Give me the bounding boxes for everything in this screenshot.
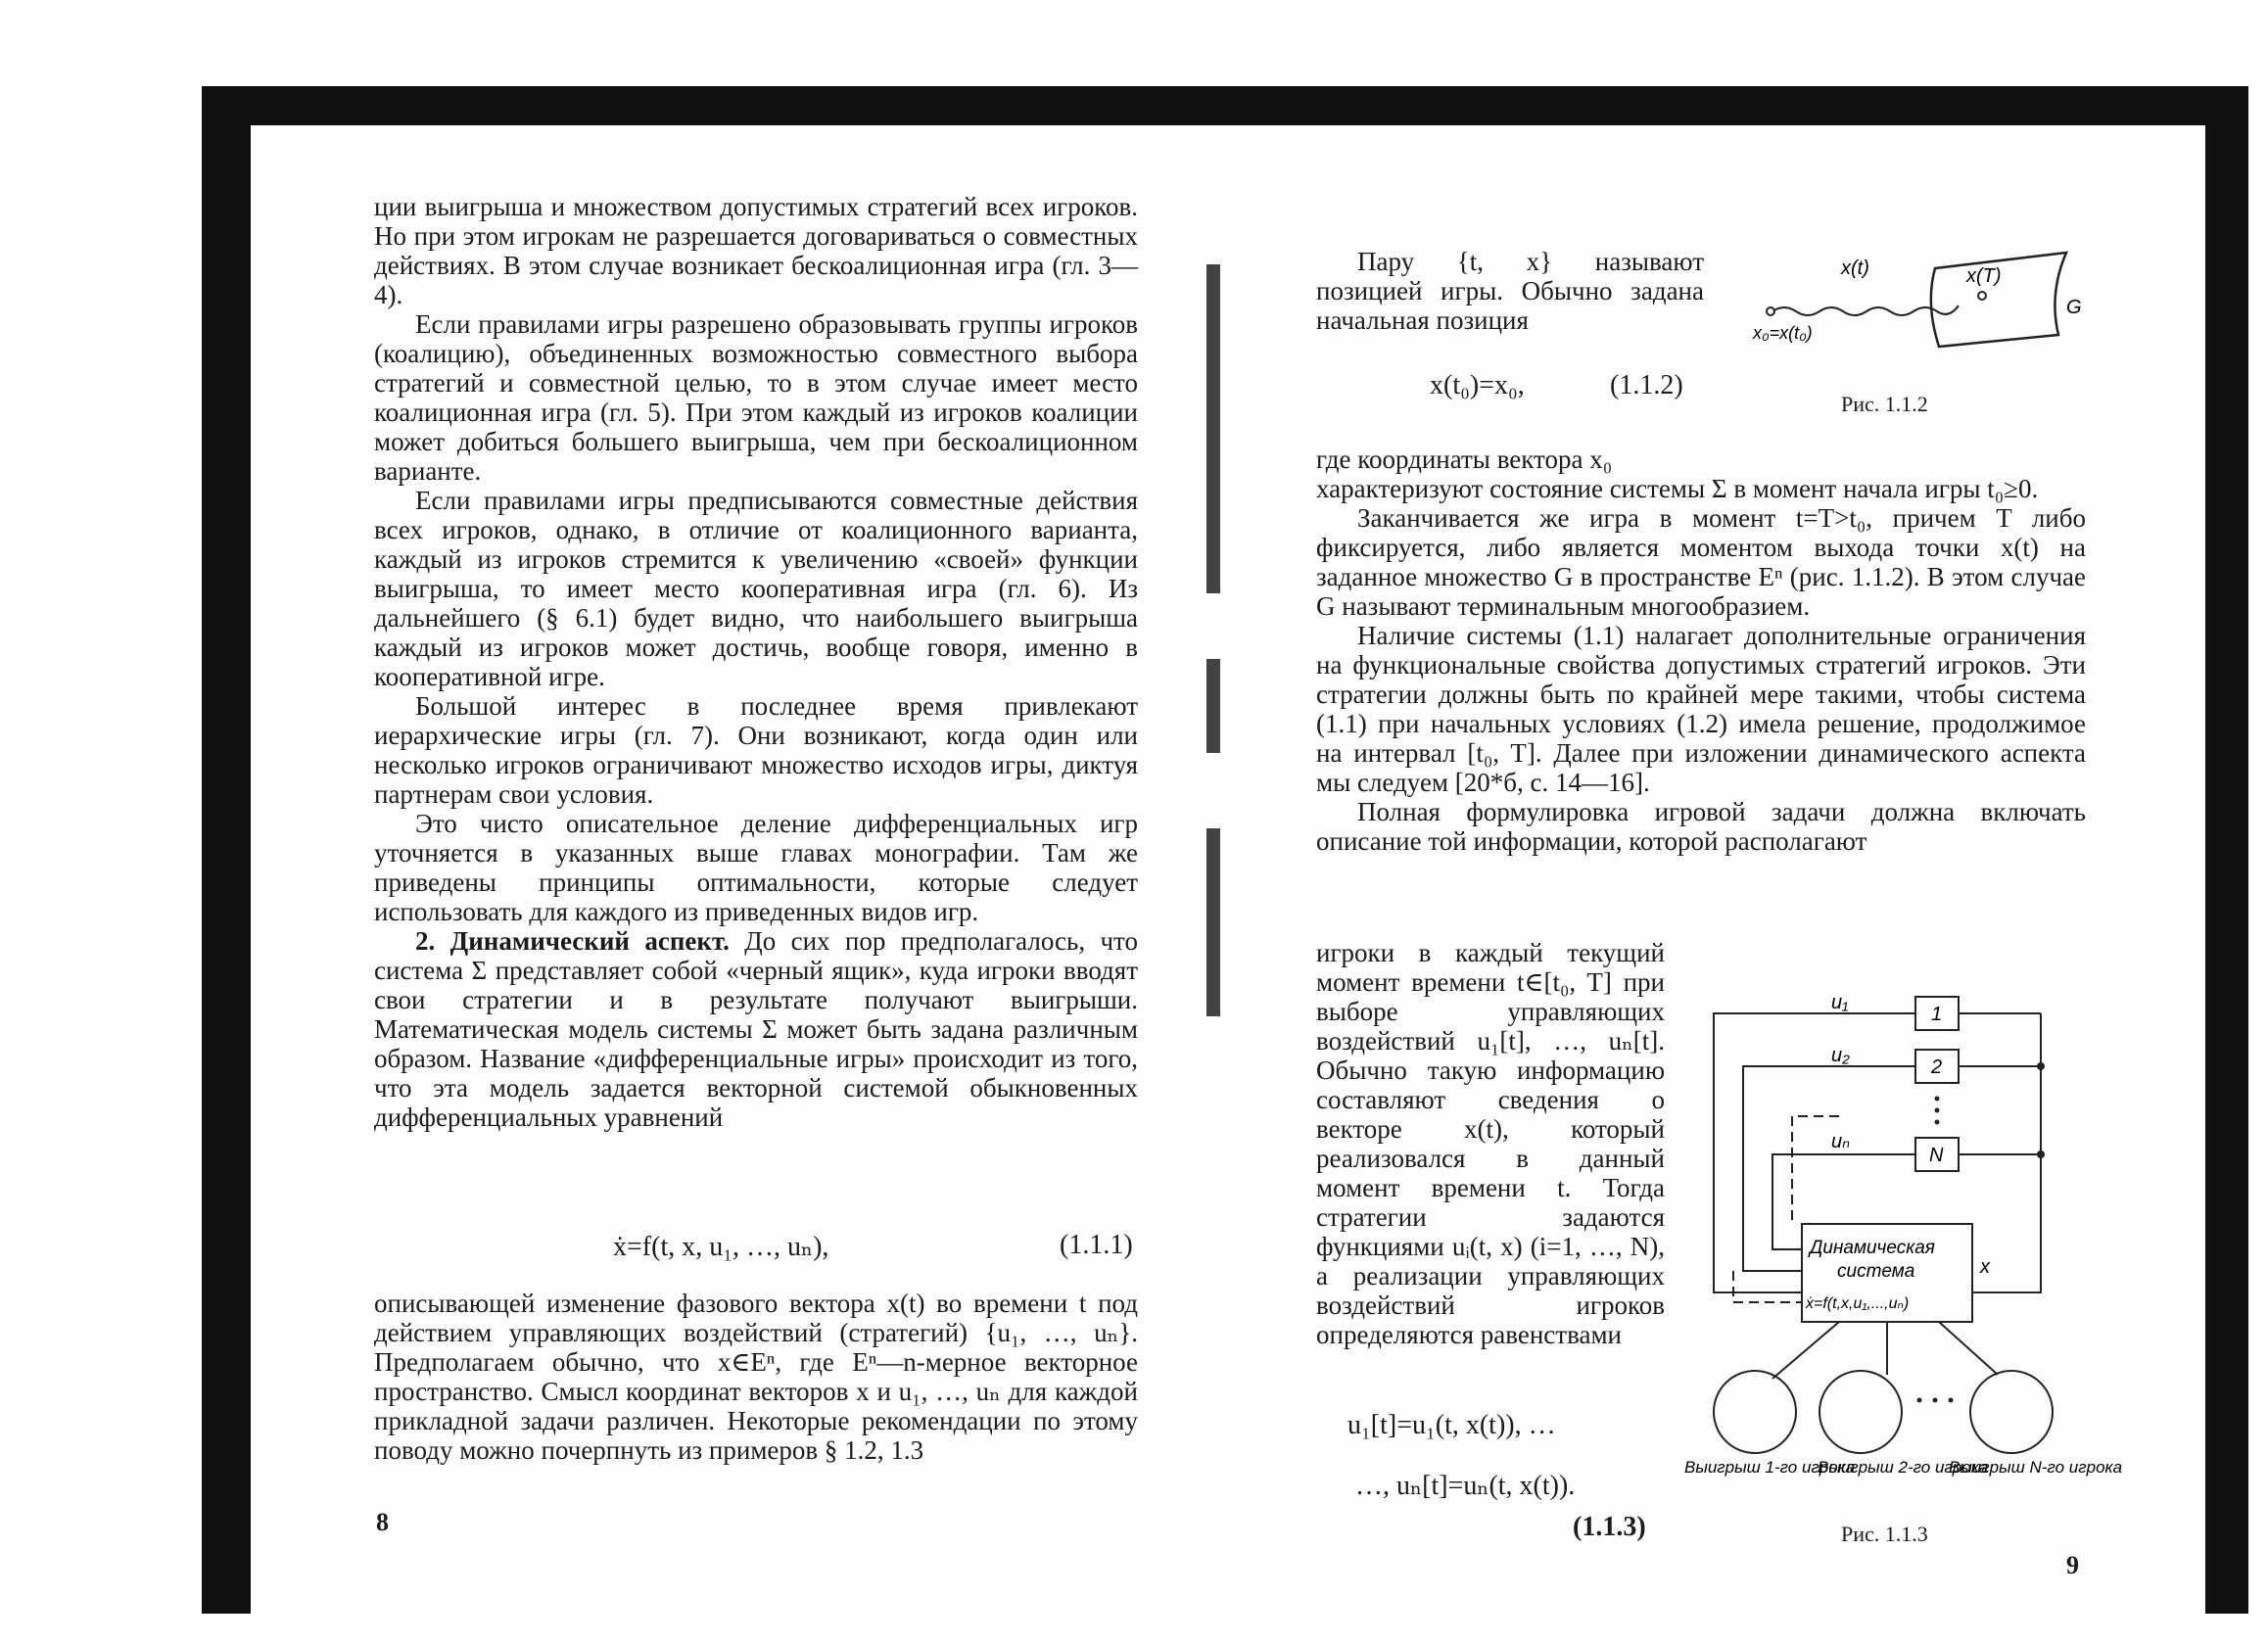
figure-1-1-3 [1684, 979, 2123, 1488]
figure-1-1-3-caption: Рис. 1.1.3 [1841, 1522, 1928, 1546]
book-spine [1206, 264, 1220, 1204]
paragraph: Заканчивается же игра в момент t=T>t₀, причем T либо фиксируется, либо является моментом выхода точки x(t) на заданное множество G в пространстве Eⁿ (рис. 1.1.2). В этом случае G называют терминальным многообразием. [1316, 503, 2086, 621]
right-page-main-text [1316, 445, 2086, 856]
payoff-circle-N [1970, 1371, 2053, 1453]
equation-number: (1.1.2) [1610, 370, 1683, 400]
dynamic-system-equation: ẋ=f(t,x,u₁,...,uₙ) [1806, 1295, 1910, 1312]
paragraph: Полная формулировка игровой задачи должна включать описание той информации, которой располагают [1316, 797, 2086, 856]
paragraph: Если правилами игры предписываются совместные действия всех игроков, однако, в отличие от коалиционного варианта, каждый из игроков стремится к увеличению «своей» функции выигрыша, то имеет место кооперативная игра (гл. 6). Из дальнейшего (§ 6.1) будет видно, что наибольшего выигрыша каждый из игроков может достичь, вообще говоря, именно в кооперативной игре. [374, 486, 1138, 691]
box-label-1: 1 [1931, 1004, 1943, 1025]
end-point [1978, 292, 1986, 300]
box-label-N: N [1929, 1145, 1944, 1166]
paragraph: Наличие системы (1.1) налагает дополнительные ограничения на функциональные свойства допустимых стратегий игроков. Эти стратегии должны быть по крайней мере такими, чтобы система (1.1) при начальных условиях (1.2) имела решение, продолжимое на интервал [t₀, T]. Далее при изложении динамического аспекта мы следуем [20*б, с. 14—16]. [1316, 621, 2086, 797]
paragraph: характеризуют состояние системы Σ в момент начала игры t₀≥0. [1316, 474, 2039, 503]
equation-1-1-3-line2: …, uₙ[t]=uₙ(t, x(t)). [1355, 1471, 1576, 1501]
paragraph: Пару {t, x} называют позицией игры. Обычно задана начальная позиция [1316, 247, 1704, 335]
payoff-label-1: Выигрыш 1-го игрока [1684, 1458, 1856, 1477]
section-heading: 2. Динамический аспект. [415, 926, 730, 956]
payoff-circle-1 [1714, 1371, 1796, 1453]
paragraph: описывающей изменение фазового вектора x(t) во времени t под действием управляющих воздействий (стратегий) {u₁, …, uₙ}. Предполагаем обычно, что x∈Eⁿ, где Eⁿ—n-мерное векторное пространство. Смысл координат векторов x и u₁, …, uₙ для каждой прикладной задачи различен. Некоторые рекомендации по этому поводу можно почерпнуть из примеров § 1.2, 1.3 [374, 1289, 1138, 1465]
left-page-text [374, 192, 1138, 1132]
payoff-circle-2 [1819, 1371, 1902, 1453]
label-G: G [2066, 297, 2082, 318]
right-page-narrow-text [1316, 938, 1665, 1349]
start-point [1767, 307, 1774, 315]
label-xt: x(t) [1841, 258, 1869, 279]
equation-number: (1.1.3) [1573, 1512, 1646, 1542]
label-x-output: x [1980, 1256, 1990, 1278]
dynamic-system-label-1: Динамическая [1810, 1238, 1935, 1258]
equation-1-1-3-line1: u₁[t]=u₁(t, x(t)), … [1347, 1410, 1556, 1440]
figure-1-1-2-caption: Рис. 1.1.2 [1841, 392, 1928, 416]
feedback-line [1972, 1013, 2041, 1292]
paragraph: Если правилами игры разрешено образовывать группы игроков (коалицию), объединенных возможностью совместного выбора стратегий и совместной целью, то в этом случае имеет место коалиционная игра (гл. 5). При этом каждый из игроков коалиции может добиться большего выигрыша, чем при бескоалиционном варианте. [374, 309, 1138, 486]
payoff-label-2: Выигрыш 2-го игрока [1818, 1458, 1989, 1477]
box-label-2: 2 [1931, 1056, 1943, 1078]
equation-1-1-1: ẋ=f(t, x, u₁, …, uₙ), [613, 1232, 829, 1262]
paragraph: Большой интерес в последнее время привлекают иерархические игры (гл. 7). Они возникают, когда один или несколько игроков ограничивают множество исходов игры, диктуя партнерам свои условия. [374, 691, 1138, 809]
figure-1-1-2 [1743, 245, 2096, 352]
paragraph-dynamic-aspect: 2. Динамический аспект. До сих пор предполагалось, что система Σ представляет собой «черный ящик», куда игроки вводят свои стратегии и в результате получают выигрыши. Математическая модель системы Σ может быть задана различным образом. Название «дифференциальные игры» происходит из того, что эта модель задается векторной системой обыкновенных дифференциальных уравнений [374, 926, 1138, 1132]
right-page-top-text [1316, 247, 1704, 335]
label-u1: u₁ [1831, 992, 1849, 1013]
left-page-text-bottom [374, 1289, 1138, 1465]
paragraph: Это чисто описательное деление дифференциальных игр уточняется в указанных выше главах монографии. Там же приведены принципы оптимальности, которые следует использовать для каждого из приведенных видов игр. [374, 809, 1138, 926]
page-number-left: 8 [376, 1508, 389, 1536]
equation-1-1-2: x(t₀)=x₀, [1430, 370, 1525, 400]
equation-number: (1.1.1) [1060, 1230, 1133, 1260]
paragraph: игроки в каждый текущий момент времени t∈[t₀, T] при выборе управляющих воздействий u₁[t], …, uₙ[t]. Обычно такую информацию составляют сведения о векторе x(t), который реализовался в данный момент времени t. Тогда стратегии задаются функциями uᵢ(t, x) (i=1, …, N), а реализации управляющих воздействий игроков определяются равенствами [1316, 938, 1665, 1349]
payoff-label-N: Выигрыш N-го игрока [1949, 1458, 2123, 1477]
paragraph-coordinates-line: где координаты вектора x₀ [1316, 445, 1613, 474]
label-xT: x(T) [1966, 265, 2002, 287]
label-uN: uₙ [1831, 1131, 1851, 1152]
paragraph: ции выигрыша и множеством допустимых стратегий всех игроков. Но при этом игрокам не разрешается договариваться о совместных действиях. В этом случае возникает бескоалиционная игра (гл. 3—4). [374, 192, 1138, 309]
label-x0: x₀=x(t₀) [1753, 323, 1813, 343]
page-number-right: 9 [2066, 1551, 2079, 1579]
dynamic-system-label-2: система [1837, 1261, 1915, 1282]
label-u2: u₂ [1831, 1045, 1850, 1066]
